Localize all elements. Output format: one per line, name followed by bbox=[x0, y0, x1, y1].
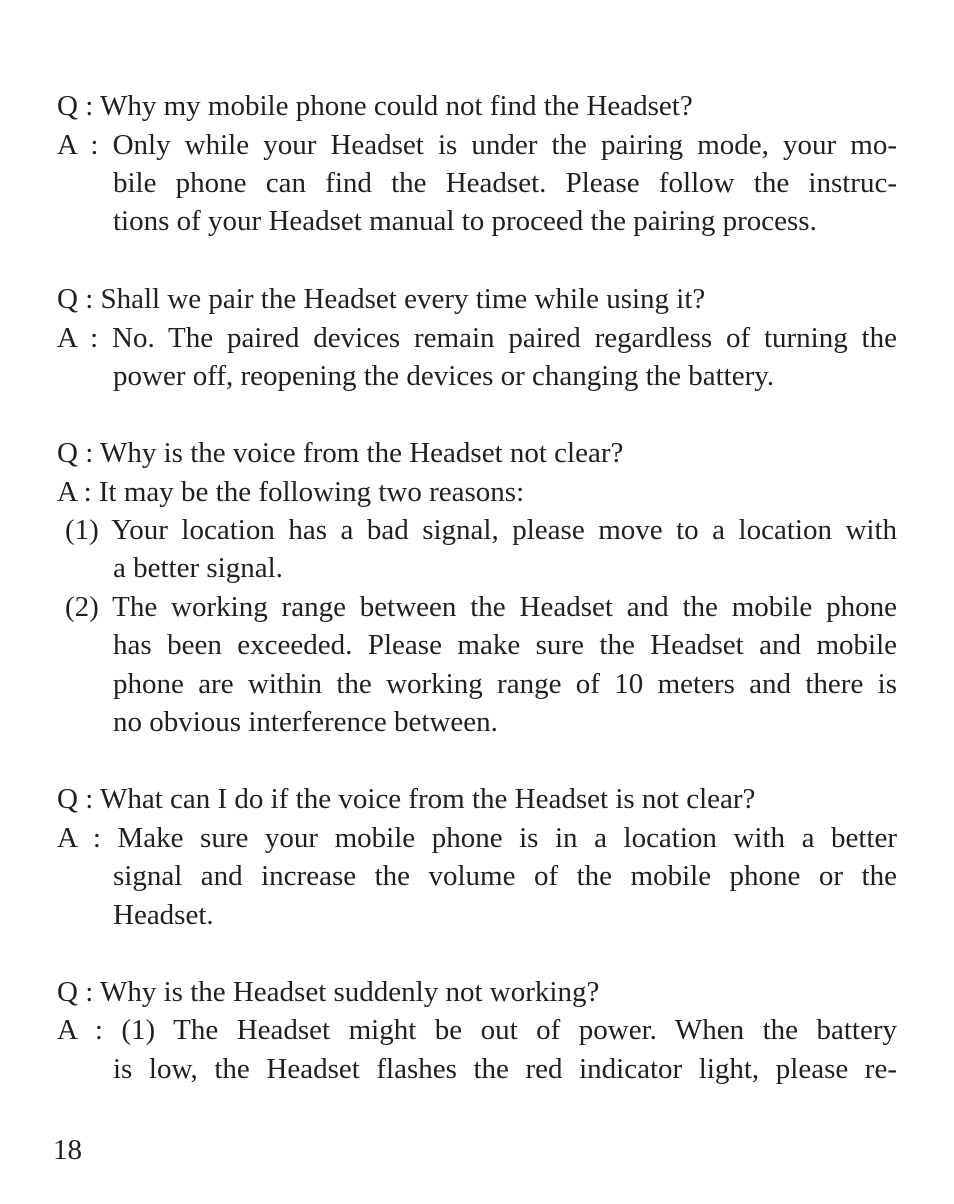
answer-1-line-3: tions of your Headset manual to proceed the pairing process. bbox=[113, 205, 817, 237]
answer-1-line-1: A : Only while your Headset is under the pairing mode, your mo- bbox=[57, 129, 897, 161]
question-5: Q : Why is the Headset suddenly not working? bbox=[57, 976, 600, 1008]
answer-3-reason-2-line-3: phone are within the working range of 10 meters and there is bbox=[113, 668, 897, 700]
answer-1-line-2: bile phone can find the Headset. Please follow the instruc- bbox=[113, 167, 897, 199]
answer-3-reason-1-line-2: a better signal. bbox=[113, 552, 283, 584]
answer-3-reason-2-line-2: has been exceeded. Please make sure the Headset and mobile bbox=[113, 629, 897, 661]
answer-4-line-3: Headset. bbox=[113, 899, 214, 931]
question-4: Q : What can I do if the voice from the Headset is not clear? bbox=[57, 783, 756, 815]
answer-3-reason-2-line-1: (2) The working range between the Headset and the mobile phone bbox=[65, 591, 897, 623]
answer-5-line-2: is low, the Headset flashes the red indicator light, please re- bbox=[113, 1053, 897, 1085]
answer-4-line-1: A : Make sure your mobile phone is in a location with a better bbox=[57, 822, 897, 854]
question-2: Q : Shall we pair the Headset every time while using it? bbox=[57, 283, 706, 315]
answer-3-intro: A : It may be the following two reasons: bbox=[57, 476, 525, 508]
question-3: Q : Why is the voice from the Headset not clear? bbox=[57, 437, 624, 469]
page-number: 18 bbox=[53, 1134, 82, 1166]
answer-3-reason-1-line-1: (1) Your location has a bad signal, please move to a location with bbox=[65, 514, 897, 546]
question-1: Q : Why my mobile phone could not find the Headset? bbox=[57, 90, 693, 122]
answer-2-line-2: power off, reopening the devices or changing the battery. bbox=[113, 360, 775, 392]
answer-4-line-2: signal and increase the volume of the mobile phone or the bbox=[113, 860, 897, 892]
answer-2-line-1: A : No. The paired devices remain paired regardless of turning the bbox=[57, 322, 897, 354]
answer-5-line-1: A : (1) The Headset might be out of power. When the battery bbox=[57, 1014, 897, 1046]
answer-3-reason-2-line-4: no obvious interference between. bbox=[113, 706, 498, 738]
